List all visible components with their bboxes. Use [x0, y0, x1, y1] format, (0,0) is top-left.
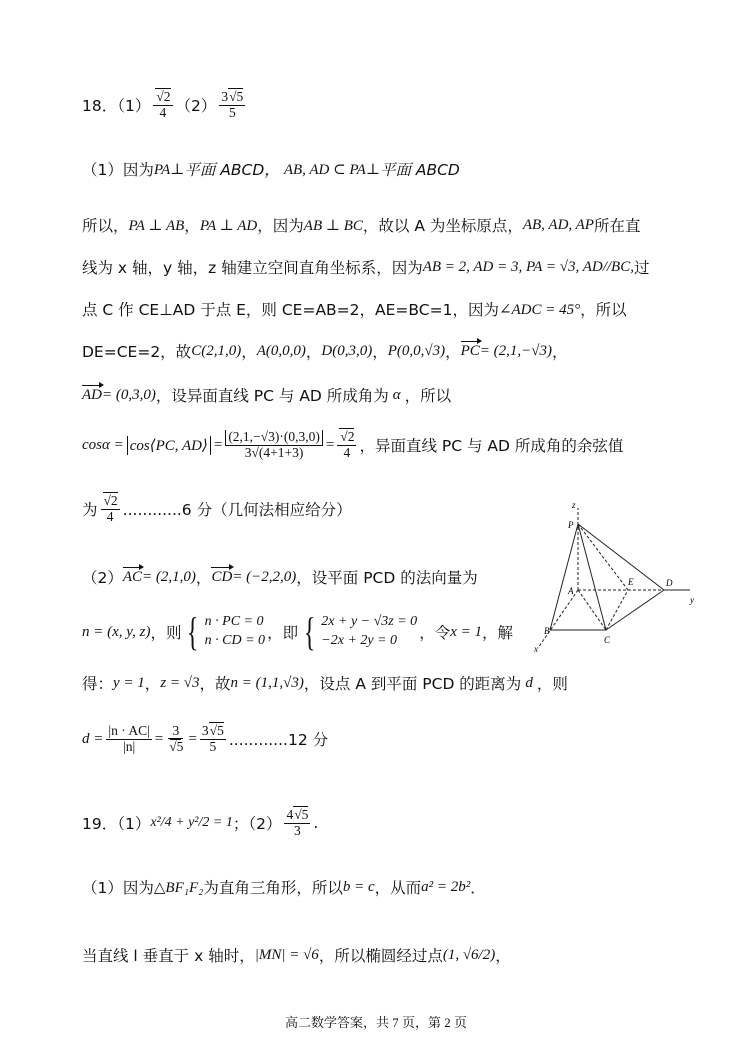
q19-answer-line: 19．（1） x²/4 + y²/2 = 1 ；（2） $\frac{4√5}{3}$ . [82, 807, 319, 838]
q19-number: 19．（1） [82, 815, 151, 834]
q18-p6: AD = (0,3,0) ，设异面直线 PC 与 AD 所成角为 α ，所以 [82, 386, 452, 405]
q18-answer-1: $\frac{√2}{4}$ [153, 90, 172, 121]
q18-p8: 为 $\frac{√2}{4}$ ............6 分（几何法相应给分） [82, 493, 352, 524]
label-x: x [534, 644, 538, 654]
q18-p3: 线为 x 轴，y 轴，z 轴建立空间直角坐标系，因为 AB = 2, AD = 3, PA = √3, AD//BC, 过 [82, 258, 650, 277]
label-b: B [544, 626, 550, 636]
q18-answer-line [82, 90, 248, 121]
q18-p2: 所以， PA ⊥ AB ， PA ⊥ AD ，因为 AB ⊥ BC ，故以 A 为坐标原点， AB, AD, AP 所在直 [82, 216, 641, 235]
label-p: P [568, 520, 574, 530]
label-c: C [604, 635, 611, 645]
q18-sep: （2） [175, 97, 217, 116]
page-footer: 高二数学答案，共 7 页，第 2 页 [284, 1015, 467, 1030]
q18-p9: （2） AC = (2,1,0) ， CD = (−2,2,0) ，设平面 PCD 的法向量为 [82, 568, 478, 587]
q19-p1: （1）因为 △BF₁F₂ 为直角三角形，所以 b = c ，从而 a² = 2b² ． [82, 878, 486, 897]
pyramid-figure [528, 500, 708, 660]
q18-p5: DE=CE=2，故 C(2,1,0) ， A(0,0,0) ， D(0,3,0) ， P(0,0,√3) ， PC = (2,1,−√3) ， [82, 342, 568, 361]
q18-p12: d = $\frac{|n \cdot AC|}{|n|}$ = $\frac{3}{√5}$ = $\frac{3√5}{5}$ ............12 分 [82, 723, 329, 754]
system-1: { n · PC = 0 n · CD = 0 [187, 609, 266, 654]
label-y: y [690, 595, 694, 605]
q18-p11: 得： y = 1 ， z = √3 ，故 n = (1,1,√3) ，设点 A 到平面 PCD 的距离为 d ，则 [82, 674, 568, 693]
label-e: E [628, 577, 634, 587]
q18-number: 18．（1） [82, 97, 151, 116]
q18-p10: n = (x, y, z) ，则 { n · PC = 0 n · CD = 0 ，即 { 2x + y − √3z = 0 −2x + 2y = 0 ，令 x = 1 ，解 [82, 609, 513, 654]
label-a: A [568, 586, 574, 596]
system-2: { 2x + y − √3z = 0 −2x + 2y = 0 [303, 609, 418, 654]
cos-fraction: $\frac{(2,1,-√3)\cdot(0,3,0)}{3√(4+1+3)}$ [225, 430, 323, 461]
label-d: D [666, 578, 673, 588]
q18-p7: cosα = cos⟨PC, AD⟩ = $\frac{(2,1,-√3)\cdot(0,3,0)}{3√(4+1+3)}$ = $\frac{√2}{4}$ ，异面直线 PC 与 AD 所成角的余弦值 [82, 429, 624, 460]
q18-p1: （1）因为 PA⊥ 平面 ABCD， AB, AD ⊂ PA⊥ 平面 ABCD [82, 161, 460, 179]
q18-answer-2: $\frac{3√5}{5}$ [221, 89, 244, 120]
label-z: z [572, 500, 576, 510]
q18-p4: 点 C 作 CE⊥AD 于点 E，则 CE=AB=2，AE=BC=1，因为 ∠ADC = 45° ，所以 [82, 301, 627, 319]
q19-p2: 当直线 l 垂直于 x 轴时， |MN| = √6 ，所以椭圆经过点 (1, √6/2) ， [82, 946, 511, 965]
